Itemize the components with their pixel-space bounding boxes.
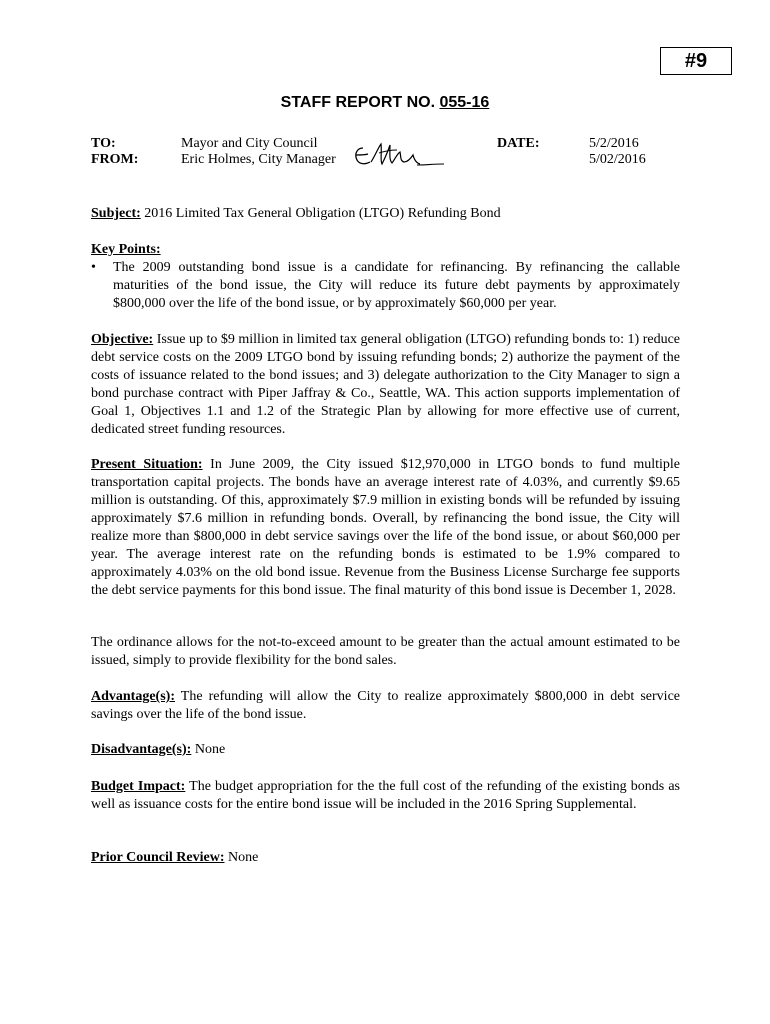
budget-impact-paragraph [91,778,680,814]
budget-impact-label: Budget Impact: [91,779,186,794]
objective-text: Issue up to $9 million in limited tax general obligation (LTGO) refunding bonds to: 1) reduce debt service costs on the 2009 LTGO bond by issuing refunding bonds; 2) authorize the payment of the costs of issuance related to the bond issues; and 3) delegate authorization to the City Manager to sign a bond purchase contract with Piper Jaffray & Co., Seattle, WA. This action supports implementation of Goal 1, Objectives 1.1 and 1.2 of the Strategic Plan by allowing for more effective use of current, dedicated street funding resources. [91,332,680,437]
key-points-list [91,259,680,313]
disadvantages-label: Disadvantage(s): [91,742,192,757]
key-point-item [91,259,680,313]
date-value-2: 5/02/2016 [589,152,646,167]
advantages-paragraph [91,688,680,724]
bullet-marker: • [91,260,96,275]
report-title [0,93,770,113]
key-points-heading [91,241,680,259]
to-label: TO: [91,136,116,151]
advantages-text: The refunding will allow the City to realize approximately $800,000 in debt service savings over the life of the bond issue. [91,689,680,722]
page-number-box: #9 [660,47,732,75]
objective-paragraph [91,331,680,439]
prior-council-review-paragraph [91,849,680,867]
to-value: Mayor and City Council [181,136,318,151]
present-situation-label: Present Situation: [91,457,203,472]
key-points-label: Key Points: [91,242,161,257]
disadvantages-paragraph [91,741,680,759]
disadvantages-text: None [191,742,226,757]
from-label: FROM: [91,152,139,167]
from-value: Eric Holmes, City Manager [181,152,336,167]
ordinance-paragraph: The ordinance allows for the not-to-exceed amount to be greater than the actual amount estimated to be issued, simply to provide flexibility for the bond sales. [91,635,680,668]
key-point-text: The 2009 outstanding bond issue is a candidate for refinancing. By refinancing the callable maturities of the bond issue, the City will reduce its future debt payments by approximately $800,000 over the life of the bond issue, or by approximately $60,000 per year. [113,260,680,311]
subject-paragraph [91,205,680,223]
present-situation-paragraph [91,456,680,600]
present-situation-text: In June 2009, the City issued $12,970,000 in LTGO bonds to fund multiple transportation capital projects. The bonds have an average interest rate of 4.03%, and currently $9.65 million is outstanding. Of this, approximately $7.9 million in existing bonds will be refunded by issuing approximately $7.6 million in refunding bonds. Overall, by refinancing the bond issue, the City will realize more than $800,000 in debt service savings over the life of the bond issue, or about $60,000 per year. The average interest rate on the refunding bonds is estimated to be 1.9% compared to approximately 4.03% on the old bond issue. Revenue from the Business License Surcharge fee supports the debt service payments for this bond issue. The final maturity of this bond issue is December 1, 2028. [91,457,680,598]
signature-image [351,138,446,172]
date-label: DATE: [497,136,540,151]
objective-label: Objective: [91,332,154,347]
subject-text: 2016 Limited Tax General Obligation (LTGO) Refunding Bond [140,206,501,221]
date-value-1: 5/2/2016 [589,136,639,151]
prior-council-review-text: None [224,850,259,865]
report-number: 055-16 [439,94,490,111]
budget-impact-text: The budget appropriation for the the full cost of the refunding of the existing bonds as well as issuance costs for the entire bond issue will be included in the 2016 Spring Supplemental. [91,779,680,812]
report-title-prefix: STAFF REPORT NO. [280,94,440,111]
subject-label: Subject: [91,206,141,221]
prior-council-review-label: Prior Council Review: [91,850,225,865]
advantages-label: Advantage(s): [91,689,175,704]
